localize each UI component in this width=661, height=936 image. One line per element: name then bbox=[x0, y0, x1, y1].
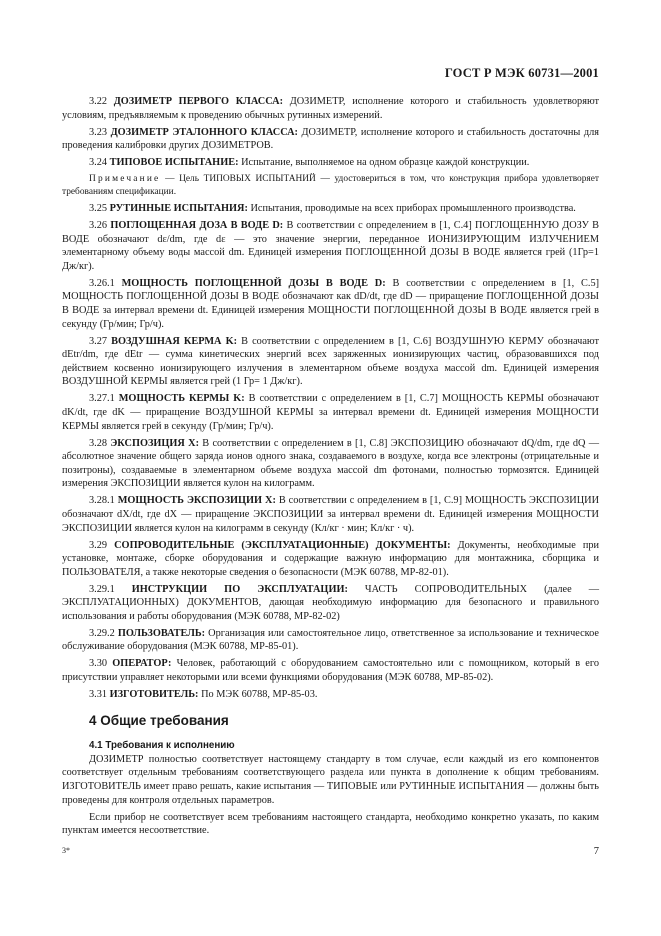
term: МОЩНОСТЬ КЕРМЫ K: bbox=[118, 393, 245, 405]
term: МОЩНОСТЬ ЭКСПОЗИЦИИ X: bbox=[117, 495, 276, 507]
paragraph-3-30: 3.30 ОПЕРАТОР: Человек, работающий с оборудованием самостоятельно или с помощником, который в его присутствии управляет некоторыми или всеми функциями оборудования (МЭК 60788, МР-85-02). bbox=[62, 658, 599, 684]
term: ДОЗИМЕТР ЭТАЛОННОГО КЛАССА: bbox=[110, 126, 298, 138]
section-4-1-paragraph-2: Если прибор не соответствует всем требованиям настоящего стандарта, необходимо конкретно указать, по каким пунктам имеется несоответствие. bbox=[62, 811, 599, 837]
section-title: 4 Общие требования bbox=[89, 712, 229, 728]
paragraph-3-29-2: 3.29.2 ПОЛЬЗОВАТЕЛЬ: Организация или самостоятельное лицо, ответственное за использование и техническое обслуживание оборудования (МЭК 60788, МР-85-01). bbox=[62, 627, 599, 653]
paragraph-3-28-1: 3.28.1 МОЩНОСТЬ ЭКСПОЗИЦИИ X: В соответствии с определением в [1, С.9] МОЩНОСТЬ ЭКСПОЗИЦИИ обозначают dX/dt, где dX — приращение ЭКСПОЗИЦИИ за интервал времени dt. Единицей измерения МОЩНОСТИ ЭКСПОЗИЦИИ является кулон на килограмм в секунду (Кл/кг · мин; Кл/кг · ч). bbox=[62, 495, 599, 534]
paragraph-3-24: 3.24 ТИПОВОЕ ИСПЫТАНИЕ: Испытание, выполняемое на одном образце каждой конструкции. bbox=[89, 157, 530, 169]
note-paragraph: Примечание — Цель ТИПОВЫХ ИСПЫТАНИЙ — удостовериться в том, что конструкция прибора удовлетворяет требованиям спецификации. bbox=[62, 174, 600, 197]
paragraph-3-22: 3.22 ДОЗИМЕТР ПЕРВОГО КЛАССА: ДОЗИМЕТР, исполнение которого и стабильность удовлетворяют условиям, предъявляемым к проведению обычных рутинных измерений. bbox=[62, 96, 599, 121]
paragraph-3-27-1: 3.27.1 МОЩНОСТЬ КЕРМЫ K: В соответствии с определением в [1, С.7] МОЩНОСТЬ КЕРМЫ обозначают dK/dt, где dK — приращение ВОЗДУШНОЙ КЕРМЫ за интервал времени dt. Единицей измерения МОЩНОСТИ КЕРМЫ является грей в секунду (Гр/мин; Гр/ч). bbox=[62, 393, 599, 432]
paragraph-3-26-1: 3.26.1 МОЩНОСТЬ ПОГЛОЩЕННОЙ ДОЗЫ В ВОДЕ D: В соответствии с определением в [1, С.5] МОЩНОСТЬ ПОГЛОЩЕННОЙ ДОЗЫ В ВОДЕ обозначают как dD/dt, где dD — приращение ПОГЛОЩЕННОЙ ДОЗЫ В ВОДЕ за интервал времени dt. Единицей измерения МОЩНОСТИ ПОГЛОЩЕННОЙ ДОЗЫ В ВОДЕ является грей в секунду (Гр/мин; Гр/ч). bbox=[62, 277, 600, 330]
term: РУТИННЫЕ ИСПЫТАНИЯ: bbox=[109, 203, 248, 215]
term: ТИПОВОЕ ИСПЫТАНИЕ: bbox=[109, 157, 239, 169]
paragraph-3-28: 3.28 ЭКСПОЗИЦИЯ X: В соответствии с определением в [1, С.8] ЭКСПОЗИЦИЮ обозначают dQ/dm, где dQ — абсолютное значение общего заряда ионов одного знака, создаваемого в воздухе, когда все электроны (отрицательные и позитроны), создаваемые в элементарном объеме воздуха массой dm фотонами, полностью тормозятся. Единицей измерения ЭКСПОЗИЦИИ является кулон на килограмм. bbox=[62, 437, 599, 490]
term: ПОГЛОЩЕННАЯ ДОЗА В ВОДЕ D: bbox=[110, 220, 284, 232]
document-code-header: ГОСТ Р МЭК 60731—2001 bbox=[444, 66, 599, 80]
term: МОЩНОСТЬ ПОГЛОЩЕННОЙ ДОЗЫ В ВОДЕ D: bbox=[121, 277, 386, 289]
page-number: 7 bbox=[593, 846, 599, 857]
paragraph-3-26: 3.26 ПОГЛОЩЕННАЯ ДОЗА В ВОДЕ D: В соответствии с определением в [1, С.4] ПОГЛОЩЕННУЮ ДОЗУ В ВОДЕ обозначают dε/dm, где dε — это значение энергии, переданное ИОНИЗИРУЮЩИМ ИЗЛУЧЕНИЕМ элементарному объему воды массой dm. Единицей измерения ПОГЛОЩЕННОЙ ДОЗЫ В ВОДЕ является грей (1Гр=1 Дж/кг). bbox=[62, 220, 600, 272]
term: ИЗГОТОВИТЕЛЬ: bbox=[109, 689, 199, 701]
term: ВОЗДУШНАЯ КЕРМА K: bbox=[111, 335, 238, 347]
term: ПОЛЬЗОВАТЕЛЬ: bbox=[117, 627, 206, 639]
note-label: Примечание bbox=[89, 174, 161, 185]
paragraph-3-31: 3.31 ИЗГОТОВИТЕЛЬ: По МЭК 60788, МР-85-03. bbox=[89, 689, 318, 701]
paragraph-3-29-1: 3.29.1 ИНСТРУКЦИИ ПО ЭКСПЛУАТАЦИИ: ЧАСТЬ СОПРОВОДИТЕЛЬНЫХ (далее — ЭКСПЛУАТАЦИОННЫХ) ДОКУМЕНТОВ, дающая необходимую информацию для безопасного и правильного использования и работы оборудования (МЭК 60788, МР-82-02) bbox=[62, 583, 599, 622]
document-body bbox=[62, 95, 599, 841]
sheet-mark: 3* bbox=[62, 846, 70, 855]
section-4-1-paragraph-1: ДОЗИМЕТР полностью соответствует настоящему стандарту в том случае, если каждый из его компонентов соответствует отдельным требованиям соответствующего раздела или пункта в дополнение к общим требованиям. ИЗГОТОВИТЕЛЬ имеет право решать, какие испытания — ТИПОВЫЕ или РУТИННЫЕ ИСПЫТАНИЯ — должны быть проведены для контроля отдельных параметров. bbox=[62, 753, 599, 806]
term: ЭКСПОЗИЦИЯ X: bbox=[110, 437, 200, 449]
subsection-title: 4.1 Требования к исполнению bbox=[89, 740, 235, 752]
paragraph-3-27: 3.27 ВОЗДУШНАЯ КЕРМА K: В соответствии с определением в [1, С.6] ВОЗДУШНУЮ КЕРМУ обозначают dEtr/dm, где dEtr — сумма кинетических энергий всех заряженных ионизирующих частиц, образовавшихся под действием косвенно ионизирующего излучения в элементарном объеме воздуха массой dm. Единицей измерения ВОЗДУШНОЙ КЕРМЫ является грей (1 Гр= 1 Дж/кг). bbox=[62, 335, 599, 388]
term: ДОЗИМЕТР ПЕРВОГО КЛАССА: bbox=[113, 96, 284, 107]
term: СОПРОВОДИТЕЛЬНЫЕ (ЭКСПЛУАТАЦИОННЫЕ) ДОКУМЕНТЫ: bbox=[114, 539, 451, 551]
paragraph-3-23: 3.23 ДОЗИМЕТР ЭТАЛОННОГО КЛАССА: ДОЗИМЕТР, исполнение которого и стабильность достаточны для проведения калибровки других ДОЗИМЕТРОВ. bbox=[62, 126, 599, 152]
paragraph-3-29: 3.29 СОПРОВОДИТЕЛЬНЫЕ (ЭКСПЛУАТАЦИОННЫЕ) ДОКУМЕНТЫ: Документы, необходимые при установке, монтаже, сборке оборудования и содержащие важную информацию для монтажника, сборщика и ПОЛЬЗОВАТЕЛЯ, а также некоторые сведения о безопасности (МЭК 60788, МР-82-01). bbox=[62, 539, 600, 578]
term: ИНСТРУКЦИИ ПО ЭКСПЛУАТАЦИИ: bbox=[131, 583, 348, 595]
paragraph-3-25: 3.25 РУТИННЫЕ ИСПЫТАНИЯ: Испытания, проводимые на всех приборах промышленного производства. bbox=[89, 203, 576, 215]
term: ОПЕРАТОР: bbox=[112, 658, 172, 670]
